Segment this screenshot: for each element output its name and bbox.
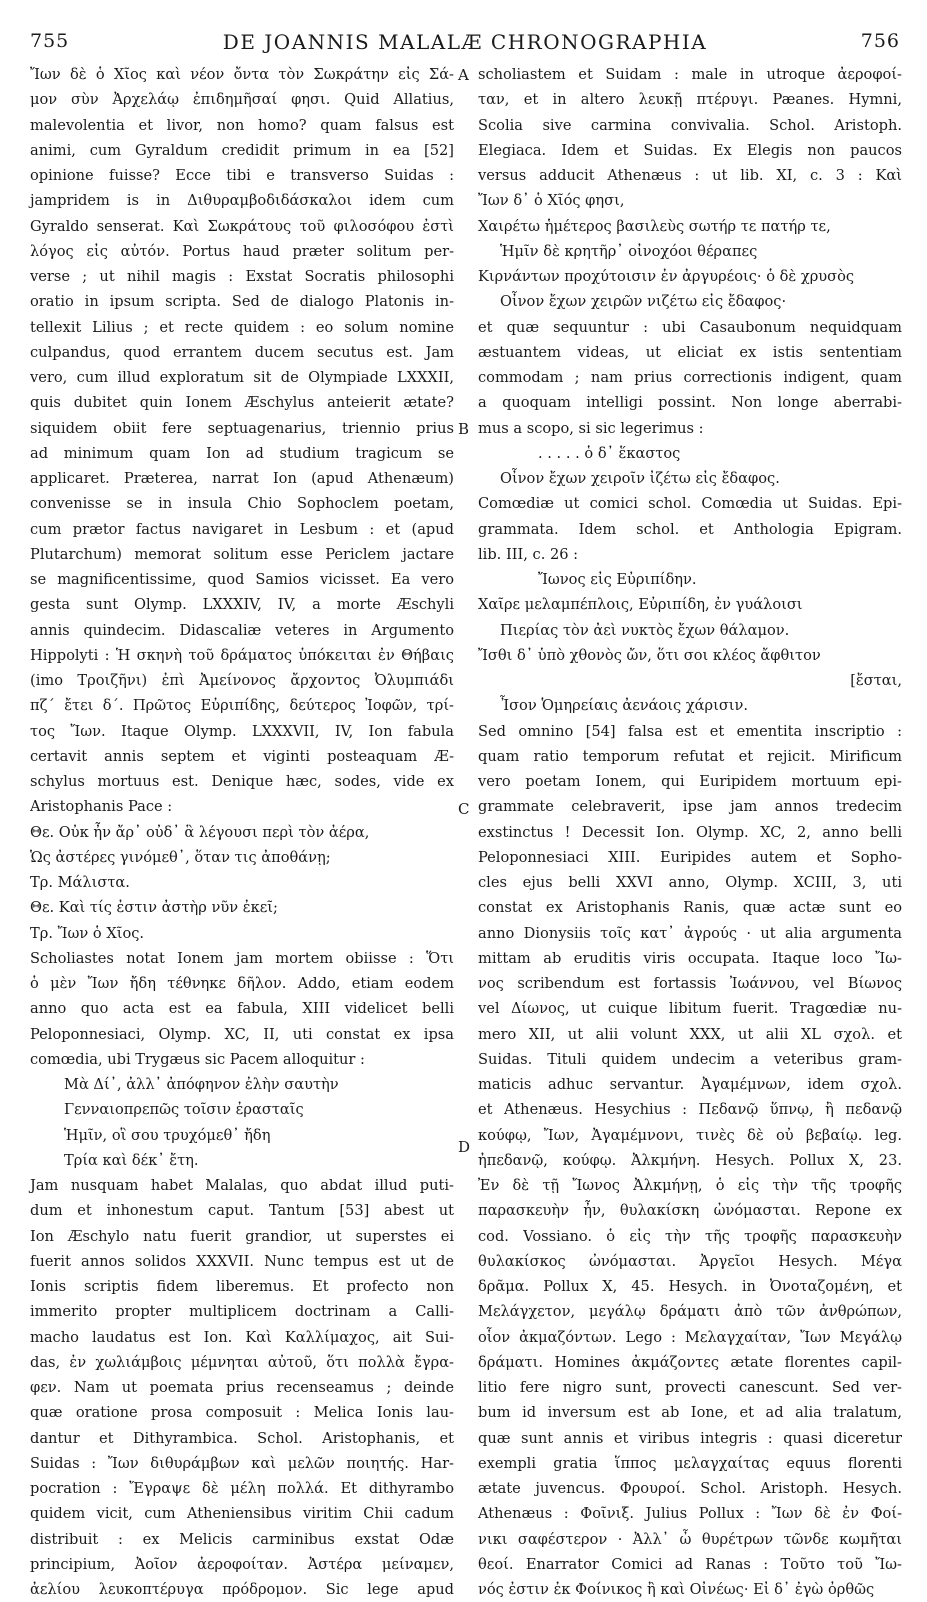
- text-line: vero poetam Ionem, qui Euripidem mortuum epi-: [478, 773, 902, 790]
- text-line: litio fere nigro sunt, provecti canescunt. Sed ver-: [478, 1379, 902, 1396]
- text-line: Κιρνάντων προχύτοισιν ἐν ἀργυρέοις· ὁ δὲ χρυσὸς: [478, 268, 855, 285]
- text-line: Χαιρέτω ἡμέτερος βασιλεὺς σωτήρ τε πατήρ τε,: [478, 217, 831, 235]
- text-line: comœdia, ubi Trygæus sic Pacem alloquitur :: [30, 1050, 365, 1068]
- text-line: quæ oratione prosa composuit : Melica Ionis lau-: [30, 1404, 454, 1422]
- text-line: Ἴων δὲ ὁ Χῖος καὶ νέον ὄντα τὸν Σωκράτην εἰς Σά-: [30, 66, 454, 83]
- text-line: lib. III, c. 26 :: [478, 545, 579, 563]
- text-line: schylus mortuus est. Denique hæc, sodes, vide ex: [30, 773, 454, 790]
- text-line: oratio in ipsum scripta. Sed de dialogo Platonis in-: [30, 293, 454, 311]
- text-line: exempli gratia ἵππος μελαγχαίτας equus florenti: [478, 1454, 902, 1472]
- text-line: θεοί. Enarrator Comici ad Ranas : Τοῦτο τοῦ Ἴω-: [478, 1555, 902, 1573]
- text-line: verse ; ut nihil magis : Exstat Socratis philosophi: [30, 268, 454, 285]
- text-line: Plutarchum) memorat solitum esse Periclem jactare: [30, 545, 454, 563]
- text-line: distribuit : ex Melicis carminibus exstat Odæ: [30, 1530, 454, 1548]
- text-line: Scolia sive carmina convivalia. Schol. Aristoph.: [478, 116, 902, 134]
- text-line: Peloponnesiaci, Olymp. XC, II, uti constat ex ipsa: [30, 1025, 454, 1043]
- margin-marker-d: D: [458, 1138, 471, 1156]
- text-line: cum prætor factus navigaret in Lesbum : et (apud: [30, 520, 454, 538]
- text-line: quam ratio temporum refutat et rejicit. Mirificum: [478, 747, 902, 765]
- text-line: ὁ μὲν Ἴων ἤδη τέθνηκε δῆλον. Addo, etiam eodem: [30, 975, 454, 992]
- text-line: siquidem obiit fere septuagenarius, triennio prius: [30, 419, 454, 437]
- text-line: ad minimum quam Ion ad studium tragicum se: [30, 444, 454, 462]
- text-line: Τρ. Μάλιστα.: [30, 874, 130, 891]
- text-line: Ὡς ἀστέρες γινόμεθ᾽, ὅταν τις ἀποθάνῃ;: [30, 848, 331, 866]
- text-line: Elegiaca. Idem et Suidas. Ex Elegis non paucos: [478, 141, 902, 159]
- text-line: mus a scopo, si sic legerimus :: [478, 419, 704, 437]
- text-line: πζ΄ ἔτει δ΄. Πρῶτος Εὐριπίδης, δεύτερος Ἰοφῶν, τρί-: [30, 697, 454, 715]
- text-line: ἠπεδανῷ, κούφῳ. Ἀλκμήνη. Hesych. Pollux X, 23.: [478, 1151, 902, 1169]
- page-number-right: 756: [860, 30, 900, 52]
- text-line: æstuantem videas, ut eliciat ex istis sententiam: [478, 343, 902, 361]
- text-line: vero, cum illud exploratum sit de Olympiade LXXXII,: [30, 369, 454, 386]
- left-column: [30, 62, 454, 1598]
- text-line: dum et inhonestum caput. Tantum [53] abest ut: [30, 1202, 454, 1220]
- text-line: ætate juvencus. Φρουροί. Schol. Aristoph. Hesych.: [478, 1480, 902, 1497]
- margin-marker-a: A: [458, 66, 469, 84]
- text-line: culpandus, quod errantem ducem secutus est. Jam: [30, 343, 454, 361]
- text-line: scholiastem et Suidam : male in utroque ἀεροφοί-: [478, 66, 902, 83]
- text-line: tellexit Lilius ; et recte quidem : eo solum nomine: [30, 318, 454, 336]
- text-line: anno Dionysiis τοῖς κατ᾽ ἀγρούς · ut alia argumenta: [478, 924, 902, 942]
- text-line: Ion Æschylo natu fuerit grandior, ut superstes ei: [30, 1227, 454, 1245]
- text-line: quidem vicit, cum Atheniensibus viritim Chii cadum: [30, 1505, 454, 1523]
- text-line: immerito propter multiplicem doctrinam a Calli-: [30, 1303, 454, 1321]
- text-line: constat ex Aristophanis Ranis, quæ actæ sunt eo: [478, 899, 902, 917]
- text-line: Ἶσον Ὁμηρείαις ἀενάοις χάρισιν.: [500, 697, 749, 715]
- text-line: mero XII, ut alii volunt XXX, ut alii XL σχολ. et: [478, 1025, 902, 1043]
- text-line: ἀελίου λευκοπτέρυγα πρόδρομον. Sic lege apud: [30, 1581, 454, 1598]
- text-line: κούφῳ, Ἴων, Ἀγαμέμνονι, τινὲς δὲ οὐ βεβαίῳ. leg.: [478, 1126, 902, 1144]
- text-line: Οἶνον ἔχων χειροῖν ἰζέτω εἰς ἔδαφος.: [500, 470, 780, 487]
- text-line: νος scribendum est fortassis Ἰωάννου, vel Βίωνος: [478, 975, 902, 992]
- text-line: δράματι. Homines ἀκμάζοντες ætate florentes capil-: [478, 1353, 902, 1371]
- text-line: jampridem is in Διθυραμβοδιδάσκαλοι idem cum: [30, 192, 454, 210]
- text-line: anno quo acta est ea fabula, XIII videlicet belli: [30, 1000, 454, 1018]
- text-line: Hippolyti : Ἡ σκηνὴ τοῦ δράματος ὑπόκειται ἐν Θήβαις: [30, 646, 454, 664]
- text-line: cod. Vossiano. ὁ εἰς τὴν τῆς τροφῆς παρασκευὴν: [478, 1227, 902, 1245]
- text-line: pocration : Ἔγραψε δὲ μέλη πολλά. Et dithyrambo: [30, 1480, 454, 1497]
- margin-marker-c: C: [458, 800, 470, 818]
- text-line: Ἡμῖν δὲ κρητῆρ᾽ οἰνοχόοι θέραπες: [500, 242, 758, 260]
- text-line: macho laudatus est Ion. Καὶ Καλλίμαχος, ait Sui-: [30, 1328, 454, 1346]
- text-line: παρασκευὴν ἦν, θυλακίσκη ὠνόμασται. Repone ex: [478, 1202, 902, 1220]
- text-line: opinione fuisse? Ecce tibi e transverso Suidas :: [30, 167, 454, 184]
- text-line: Jam nusquam habet Malalas, quo abdat illud puti-: [30, 1177, 454, 1194]
- text-line: exstinctus ! Decessit Ion. Olymp. XC, 2, anno belli: [478, 823, 902, 841]
- text-line: Athenæus : Φοῖνιξ. Julius Pollux : Ἴων δὲ ἐν Φοί-: [478, 1505, 902, 1523]
- text-line: grammate celebraverit, ipse jam annos tredecim: [478, 798, 902, 816]
- text-line: νικι σαφέστερον · Ἀλλ᾽ ὦ θυρέτρων τῶνδε κωμῆται: [478, 1530, 902, 1548]
- right-column: [478, 62, 902, 1598]
- text-line: Πιερίας τὸν ἀεὶ νυκτὸς ἔχων θάλαμον.: [500, 621, 790, 639]
- text-line: commodam ; nam prius correctionis indigent, quam: [478, 369, 902, 386]
- text-line: Οἶνον ἔχων χειρῶν νιζέτω εἰς ἔδαφος·: [500, 293, 787, 311]
- text-line: Sed omnino [54] falsa est et ementita inscriptio :: [478, 722, 902, 740]
- text-line: maticis adhuc servantur. Ἀγαμέμνων, idem σχολ.: [478, 1076, 902, 1093]
- text-line: applicaret. Præterea, narrat Ion (apud Athenæum): [30, 470, 454, 487]
- text-line: Suidas. Tituli quidem undecim a veteribus gram-: [478, 1050, 902, 1068]
- text-line: τος Ἴων. Itaque Olymp. LXXXVII, IV, Ion fabula: [30, 722, 454, 740]
- text-line: δρᾶμα. Pollux X, 45. Hesych. in Ὀνοταζομένη, et: [478, 1278, 902, 1295]
- text-line: Θε. Καὶ τίς ἐστιν ἀστὴρ νῦν ἐκεῖ;: [30, 899, 278, 917]
- text-line: se magnificentissime, quod Samios vicisset. Ea vero: [30, 571, 454, 588]
- text-line: θυλακίσκος ὠνόμασται. Ἀργεῖοι Hesych. Μέγα: [478, 1252, 902, 1270]
- text-line: Peloponnesiaci XIII. Euripides autem et Sopho-: [478, 848, 902, 866]
- text-line: Ἴωνος εἰς Εὐριπίδην.: [538, 571, 697, 588]
- text-line: Ἐν δὲ τῇ Ἴωνος Ἀλκμήνῃ, ὁ εἰς τὴν τῆς τροφῆς: [478, 1177, 902, 1194]
- text-line: Θε. Οὐκ ἦν ἄρ᾽ οὐδ᾽ ἃ λέγουσι περὶ τὸν ἀέρα,: [30, 823, 370, 841]
- text-line: (imo Τροιζῆνι) ἐπὶ Ἀμείνονος ἄρχοντος Ὀλυμπιάδι: [30, 672, 454, 689]
- text-line: fuerit annos solidos XXXVII. Nunc tempus est ut de: [30, 1252, 454, 1270]
- text-line: Ἴσθι δ᾽ ὑπὸ χθονὸς ὤν, ὅτι σοι κλέος ἄφθιτον: [478, 646, 821, 664]
- margin-marker-b: B: [458, 420, 470, 438]
- text-line: Τρία καὶ δέκ᾽ ἔτη.: [64, 1151, 199, 1169]
- text-line: φεν. Nam ut poemata prius recenseamus ; deinde: [30, 1379, 454, 1396]
- text-line: μον σὺν Ἀρχελάῳ ἐπιδημῆσαί φησι. Quid Allatius,: [30, 91, 454, 109]
- text-line: certavit annis septem et viginti posteaquam Æ-: [30, 747, 454, 765]
- text-line: Τρ. Ἴων ὁ Χῖος.: [30, 924, 145, 942]
- text-line: Ἴων δ᾽ ὁ Χῖός φησι,: [478, 192, 625, 210]
- text-line: mittam ab eruditis viris occupata. Itaque loco Ἴω-: [478, 949, 902, 967]
- text-line: convenisse se in insula Chio Sophoclem poetam,: [30, 495, 454, 513]
- text-line: Ionis scriptis fidem liberemus. Et profecto non: [30, 1278, 454, 1295]
- text-line: cles ejus belli XXVI anno, Olymp. XCIII, 3, uti: [478, 874, 902, 891]
- text-line: animi, cum Gyraldum credidit primum in ea [52]: [30, 141, 454, 159]
- text-line: Μελάγχετον, μεγάλῳ δράματι ἀπὸ τῶν ἀνθρώπων,: [478, 1303, 902, 1321]
- text-line: quæ sunt annis et viribus integris : quasi diceretur: [478, 1429, 902, 1447]
- text-line: bum id inversum est ab Ione, et ad alia tralatum,: [478, 1404, 902, 1422]
- text-line: vel Δίωνος, ut cuique libitum fuerit. Tragœdiæ nu-: [478, 1000, 902, 1018]
- text-line: dantur et Dithyrambica. Schol. Aristophanis, et: [30, 1429, 454, 1447]
- text-line: et Athenæus. Hesychius : Πεδανῷ ὕπνῳ, ἢ πεδανῷ: [478, 1101, 902, 1119]
- text-line: Scholiastes notat Ionem jam mortem obiisse : Ὅτι: [30, 949, 454, 967]
- running-header: [30, 30, 900, 60]
- text-line: Ἡμῖν, οἳ σου τρυχόμεθ᾽ ἤδη: [64, 1126, 271, 1144]
- text-line: principium, Ἀοῖον ἀεροφοίταν. Ἀστέρα μείναμεν,: [30, 1555, 454, 1573]
- text-line: Χαῖρε μελαμπέπλοις, Εὐριπίδη, ἐν γυάλοισι: [478, 596, 803, 614]
- text-line: quis dubitet quin Ionem Æschylus anteierit ætate?: [30, 394, 454, 412]
- text-line: Comœdiæ ut comici schol. Comœdia ut Suidas. Epi-: [478, 495, 902, 513]
- text-line: Aristophanis Pace :: [30, 798, 173, 816]
- text-line: [ἔσται,: [850, 672, 902, 689]
- text-line: Suidas : Ἴων διθυράμβων καὶ μελῶν ποιητής. Har-: [30, 1454, 454, 1472]
- text-line: das, ἐν χωλιάμβοις μέμνηται αὐτοῦ, ὅτι πολλὰ ἔγρα-: [30, 1353, 454, 1371]
- text-line: gesta sunt Olymp. LXXXIV, IV, a morte Æschyli: [30, 596, 454, 614]
- text-line: λόγος εἰς αὐτόν. Portus haud præter solitum per-: [30, 242, 454, 260]
- text-line: . . . . . ὁ δ᾽ ἕκαστος: [538, 444, 681, 462]
- text-line: malevolentia et livor, non homo? quam falsus est: [30, 116, 454, 134]
- page-number-left: 755: [30, 30, 70, 52]
- text-line: annis quindecim. Didascaliæ veteres in Argumento: [30, 621, 454, 639]
- text-line: ταν, et in altero λευκῇ πτέρυγι. Pæanes. Hymni,: [478, 91, 902, 109]
- text-line: νός ἐστιν ἐκ Φοίνικος ἢ καὶ Οἰνέως· Εἰ δ᾽ ἐγὼ ὀρθῶς: [478, 1581, 875, 1598]
- text-line: οἷον ἀκμαζόντων. Lego : Μελαγχαίταν, Ἴων Μεγάλῳ: [478, 1328, 902, 1346]
- text-line: versus adducit Athenæus : ut lib. XI, c. 3 : Καὶ: [478, 167, 902, 184]
- text-line: grammata. Idem schol. et Anthologia Epigram.: [478, 520, 902, 538]
- text-line: Gyraldo senserat. Καὶ Σωκράτους τοῦ φιλοσόφου ἐστὶ: [30, 217, 454, 235]
- text-line: Μὰ Δί᾽, ἀλλ᾽ ἀπόφηνον ἐλὴν σαυτὴν: [64, 1076, 339, 1093]
- text-line: et quæ sequuntur : ubi Casaubonum nequidquam: [478, 318, 902, 336]
- text-line: a quoquam intelligi possint. Non longe aberrabi-: [478, 394, 902, 412]
- running-title: DE JOANNIS MALALÆ CHRONOGRAPHIA: [222, 30, 708, 54]
- text-line: Γενναιοπρεπῶς τοῖσιν ἐρασταῖς: [64, 1101, 304, 1119]
